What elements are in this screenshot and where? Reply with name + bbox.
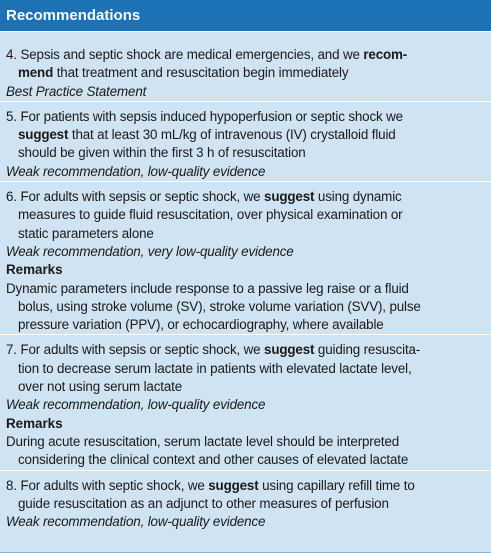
rec7-line1: 7. For adults with sepsis or septic shock, we suggest guiding resuscita-	[6, 342, 421, 358]
rec7-remarks-line1: During acute resuscitation, serum lactate level should be interpreted	[6, 433, 400, 449]
recommendation-4	[0, 31, 491, 101]
recommendation-5	[0, 101, 491, 181]
rec4-line1: 4. Sepsis and septic shock are medical emergencies, and we recom-	[6, 47, 408, 62]
rec6-line2: measures to guide fluid resuscitation, over physical examination or	[18, 207, 403, 223]
rec7-line2: tion to decrease serum lactate in patients with elevated lactate level,	[18, 360, 412, 376]
rec4-line2: mend that treatment and resuscitation begin immediately	[18, 65, 349, 81]
rec7-remarks-line2: considering the clinical context and other causes of elevated lactate	[18, 452, 409, 468]
rec6-remarks-line2: bolus, using stroke volume (SV), stroke volume variation (SVV), pulse	[18, 298, 421, 314]
rec6-remarks-line3: pressure variation (PPV), or echocardiography, where available	[18, 317, 384, 333]
header-title: Recommendations	[6, 7, 141, 24]
rec6-line1: 6. For adults with sepsis or septic shock, we suggest using dynamic	[6, 189, 402, 205]
rec6-remarks-label: Remarks	[6, 262, 63, 278]
rec7-line3: over not using serum lactate	[18, 379, 183, 395]
rec5-line2: suggest that at least 30 mL/kg of intravenous (IV) crystalloid fluid	[18, 127, 396, 143]
rec5-line3: should be given within the first 3 h of resuscitation	[18, 145, 306, 161]
box-header	[0, 0, 491, 31]
rec6-line3: static parameters alone	[18, 225, 154, 241]
rec8-evidence: Weak recommendation, low-quality evidence	[6, 514, 266, 530]
recommendation-8	[0, 470, 491, 532]
rec6-remarks-line1: Dynamic parameters include response to a passive leg raise or a fluid	[6, 280, 409, 296]
rec8-line1: 8. For adults with septic shock, we suggest using capillary refill time to	[6, 477, 415, 493]
rec7-remarks-label: Remarks	[6, 415, 63, 431]
recommendation-7	[0, 334, 491, 469]
rec4-evidence: Best Practice Statement	[6, 83, 147, 99]
rec7-evidence: Weak recommendation, low-quality evidence	[6, 397, 266, 413]
rec6-evidence: Weak recommendation, very low-quality evidence	[6, 243, 294, 259]
rec8-line2: guide resuscitation as an adjunct to other measures of perfusion	[18, 495, 389, 511]
rec5-evidence: Weak recommendation, low-quality evidence	[6, 163, 266, 179]
rec5-line1: 5. For patients with sepsis induced hypoperfusion or septic shock we	[6, 108, 403, 124]
recommendation-6	[0, 181, 491, 334]
